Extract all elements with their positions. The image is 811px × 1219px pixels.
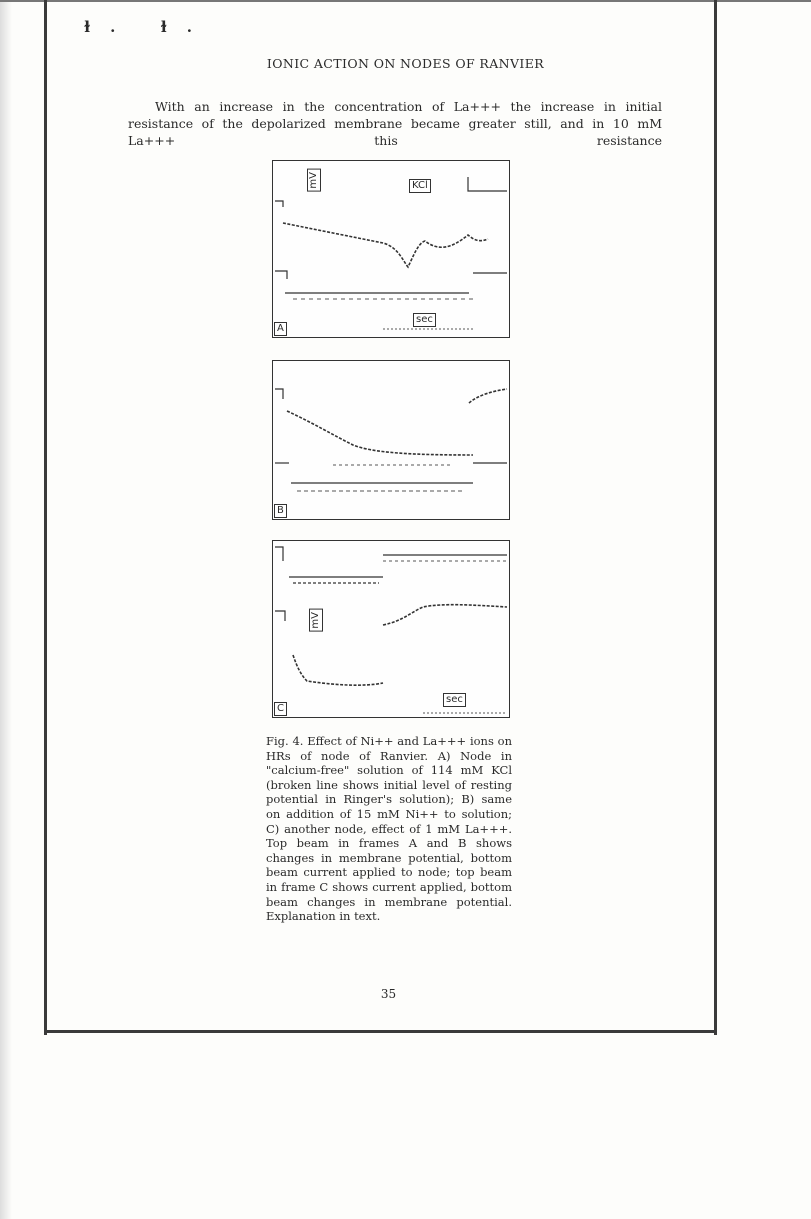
body-text: With an increase in the concentration of La+++ the increase in initial resistance of the depolarized membrane became greater still, and in 10 mM La+++ this resistance [128, 99, 662, 148]
frame-letter-b: B [274, 504, 287, 518]
page-border-right [714, 0, 717, 1035]
page-number: 35 [380, 987, 397, 1001]
frame-letter-c: C [274, 702, 287, 716]
scan-shadow [0, 0, 12, 1219]
figure-frame-c [272, 540, 510, 718]
figure-frame-a [272, 160, 510, 338]
frame-letter-a: A [274, 322, 287, 336]
body-paragraph [128, 98, 662, 149]
oscillogram-b [273, 361, 509, 519]
figure-frame-b [272, 360, 510, 520]
kcl-label: KCl [409, 179, 431, 193]
mv-unit-label: mV [309, 609, 323, 632]
page-border-bottom [44, 1030, 717, 1033]
scan-edge [0, 0, 811, 2]
running-head: IONIC ACTION ON NODES OF RANVIER [266, 56, 545, 71]
mv-unit-label: mV [307, 169, 321, 192]
figure-caption: Fig. 4. Effect of Ni++ and La+++ ions on HRs of node of Ranvier. A) Node in "calcium-free" solution of 114 mM KCl (broken line shows initial level of resting potential in Ringer's solution); B) same on addition of 15 mM Ni++ to solution; C) another node, effect of 1 mM La+++. Top beam in frames A and B shows changes in membrane potential, bottom beam current applied to node; top beam in frame C shows current applied, bottom beam changes in membrane potential. Explanation in text. [266, 734, 512, 924]
corner-marks: ɫ. ɫ. [84, 18, 212, 36]
page-border-left [44, 0, 47, 1035]
sec-unit-label: sec [413, 313, 436, 327]
sec-unit-label: sec [443, 693, 466, 707]
